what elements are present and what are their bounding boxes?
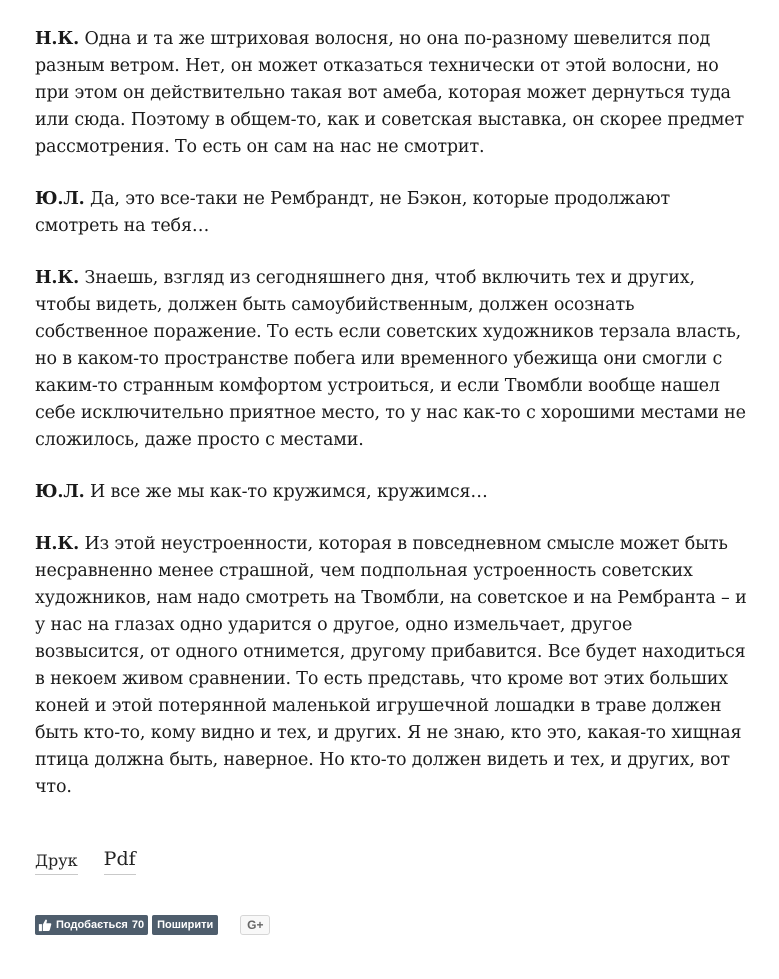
article-tools [35,848,136,875]
speaker-label: Ю.Л. [35,189,85,209]
paragraph-text: Знаешь, взгляд из сегодняшнего дня, чтоб включить тех и других, чтобы видеть, должен быть самоубийственным, должен осознать собственное поражение. То есть если советских художников терзала власть, но в каком-то пространстве побега или временного убежища они смогли с каким-то странным комфортом устроиться, и если Твомбли вообще нашел себе исключительно приятное место, то у нас как-то с хорошими местами не сложилось, даже просто с местами. [35,268,746,450]
article-body [35,26,747,826]
speaker-label: Ю.Л. [35,482,85,502]
print-link[interactable]: Друк [35,851,78,875]
paragraph-text: Одна и та же штриховая волосня, но она по-разному шевелится под разным ветром. Нет, он может отказаться технически от этой волосни, но при этом он действительно такая вот амеба, которая может дернуться туда или сюда. Поэтому в общем-то, как и советская выставка, он скорее предмет рассмотрения. То есть он сам на нас не смотрит. [35,29,745,157]
paragraph-text: Да, это все-таки не Рембрандт, не Бэкон, которые продолжают смотреть на тебя… [35,189,671,236]
google-plus-button[interactable] [240,915,270,935]
paragraph [35,479,747,506]
like-count: 70 [131,919,145,931]
thumbs-up-icon [38,918,52,932]
speaker-label: Н.К. [35,268,80,288]
social-share-bar [35,915,270,935]
speaker-label: Н.К. [35,534,80,554]
paragraph [35,26,747,161]
facebook-like-button[interactable] [35,915,148,935]
pdf-link[interactable]: Pdf [104,848,136,875]
speaker-label: Н.К. [35,29,80,49]
like-label: Подобається [56,919,128,931]
google-plus-icon: G+ [247,918,264,932]
paragraph [35,531,747,801]
facebook-share-button[interactable] [152,915,218,935]
paragraph-text: Из этой неустроенности, которая в повседневном смысле может быть несравненно менее страшной, чем подпольная устроенность советских художников, нам надо смотреть на Твомбли, на советское и на Рембранта – и у нас на глазах одно ударится о другое, одно измельчает, другое возвысится, от одного отнимется, другому прибавится. Все будет находиться в некоем живом сравнении. То есть представь, что кроме вот этих больших коней и этой потерянной маленькой игрушечной лошадки в траве должен быть кто-то, кому видно и тех, и других. Я не знаю, кто это, какая-то хищная птица должна быть, наверное. Но кто-то должен видеть и тех, и других, вот что. [35,534,747,797]
paragraph [35,186,747,240]
share-label: Поширити [157,919,214,931]
paragraph-text: И все же мы как-то кружимся, кружимся… [90,482,488,502]
paragraph [35,265,747,454]
